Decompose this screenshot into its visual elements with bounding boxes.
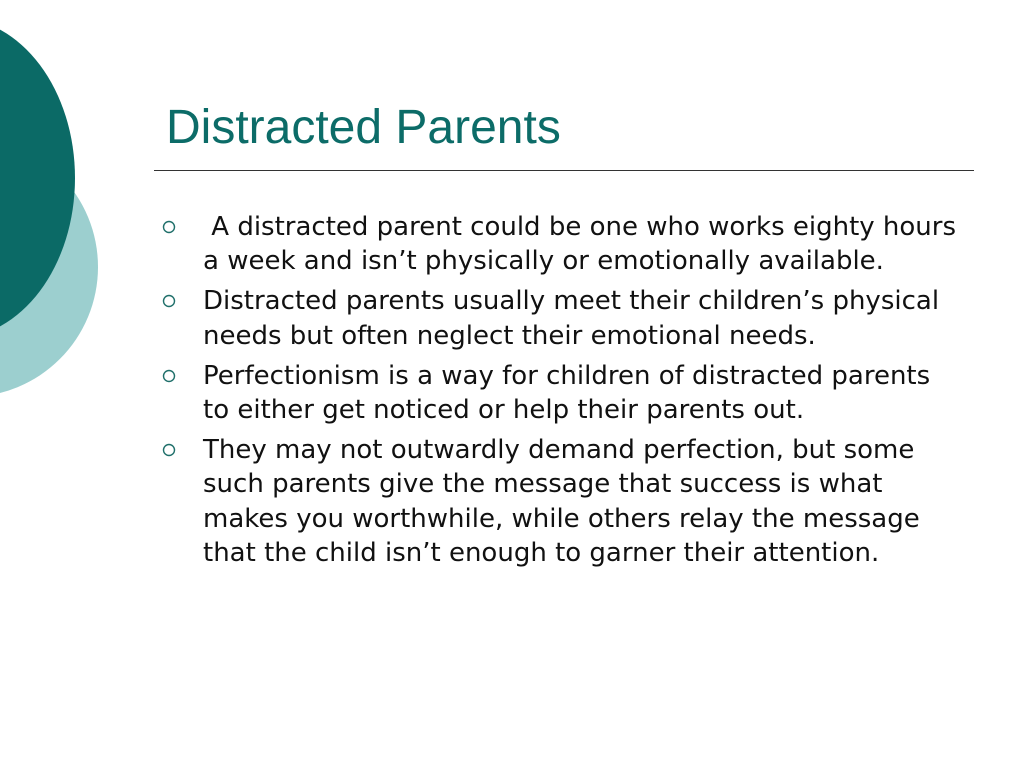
bullet-item: [162, 359, 962, 427]
bullet-text: A distracted parent could be one who works eighty hours a week and isn’t physically or emotionally available.: [203, 212, 965, 277]
bullet-text: Distracted parents usually meet their children’s physical needs but often neglect their emotional needs.: [203, 286, 948, 351]
bullet-item: [162, 210, 965, 278]
bullet-text: They may not outwardly demand perfection, but some such parents give the message that success is what makes you worthwhile, while others relay the message that the child isn’t enough to garner their attention.: [203, 435, 928, 568]
hollow-circle-icon: [162, 210, 203, 244]
bullet-list: [162, 210, 965, 576]
title-divider: [154, 170, 974, 171]
bullet-text: Perfectionism is a way for children of distracted parents to either get noticed or help their parents out.: [203, 360, 939, 426]
hollow-circle-icon: [162, 284, 203, 318]
bullet-item: [162, 284, 962, 352]
hollow-circle-icon: [162, 359, 203, 393]
bullet-item: [162, 433, 962, 570]
slide-title: Distracted Parents: [166, 101, 561, 154]
hollow-circle-icon: [162, 433, 203, 467]
